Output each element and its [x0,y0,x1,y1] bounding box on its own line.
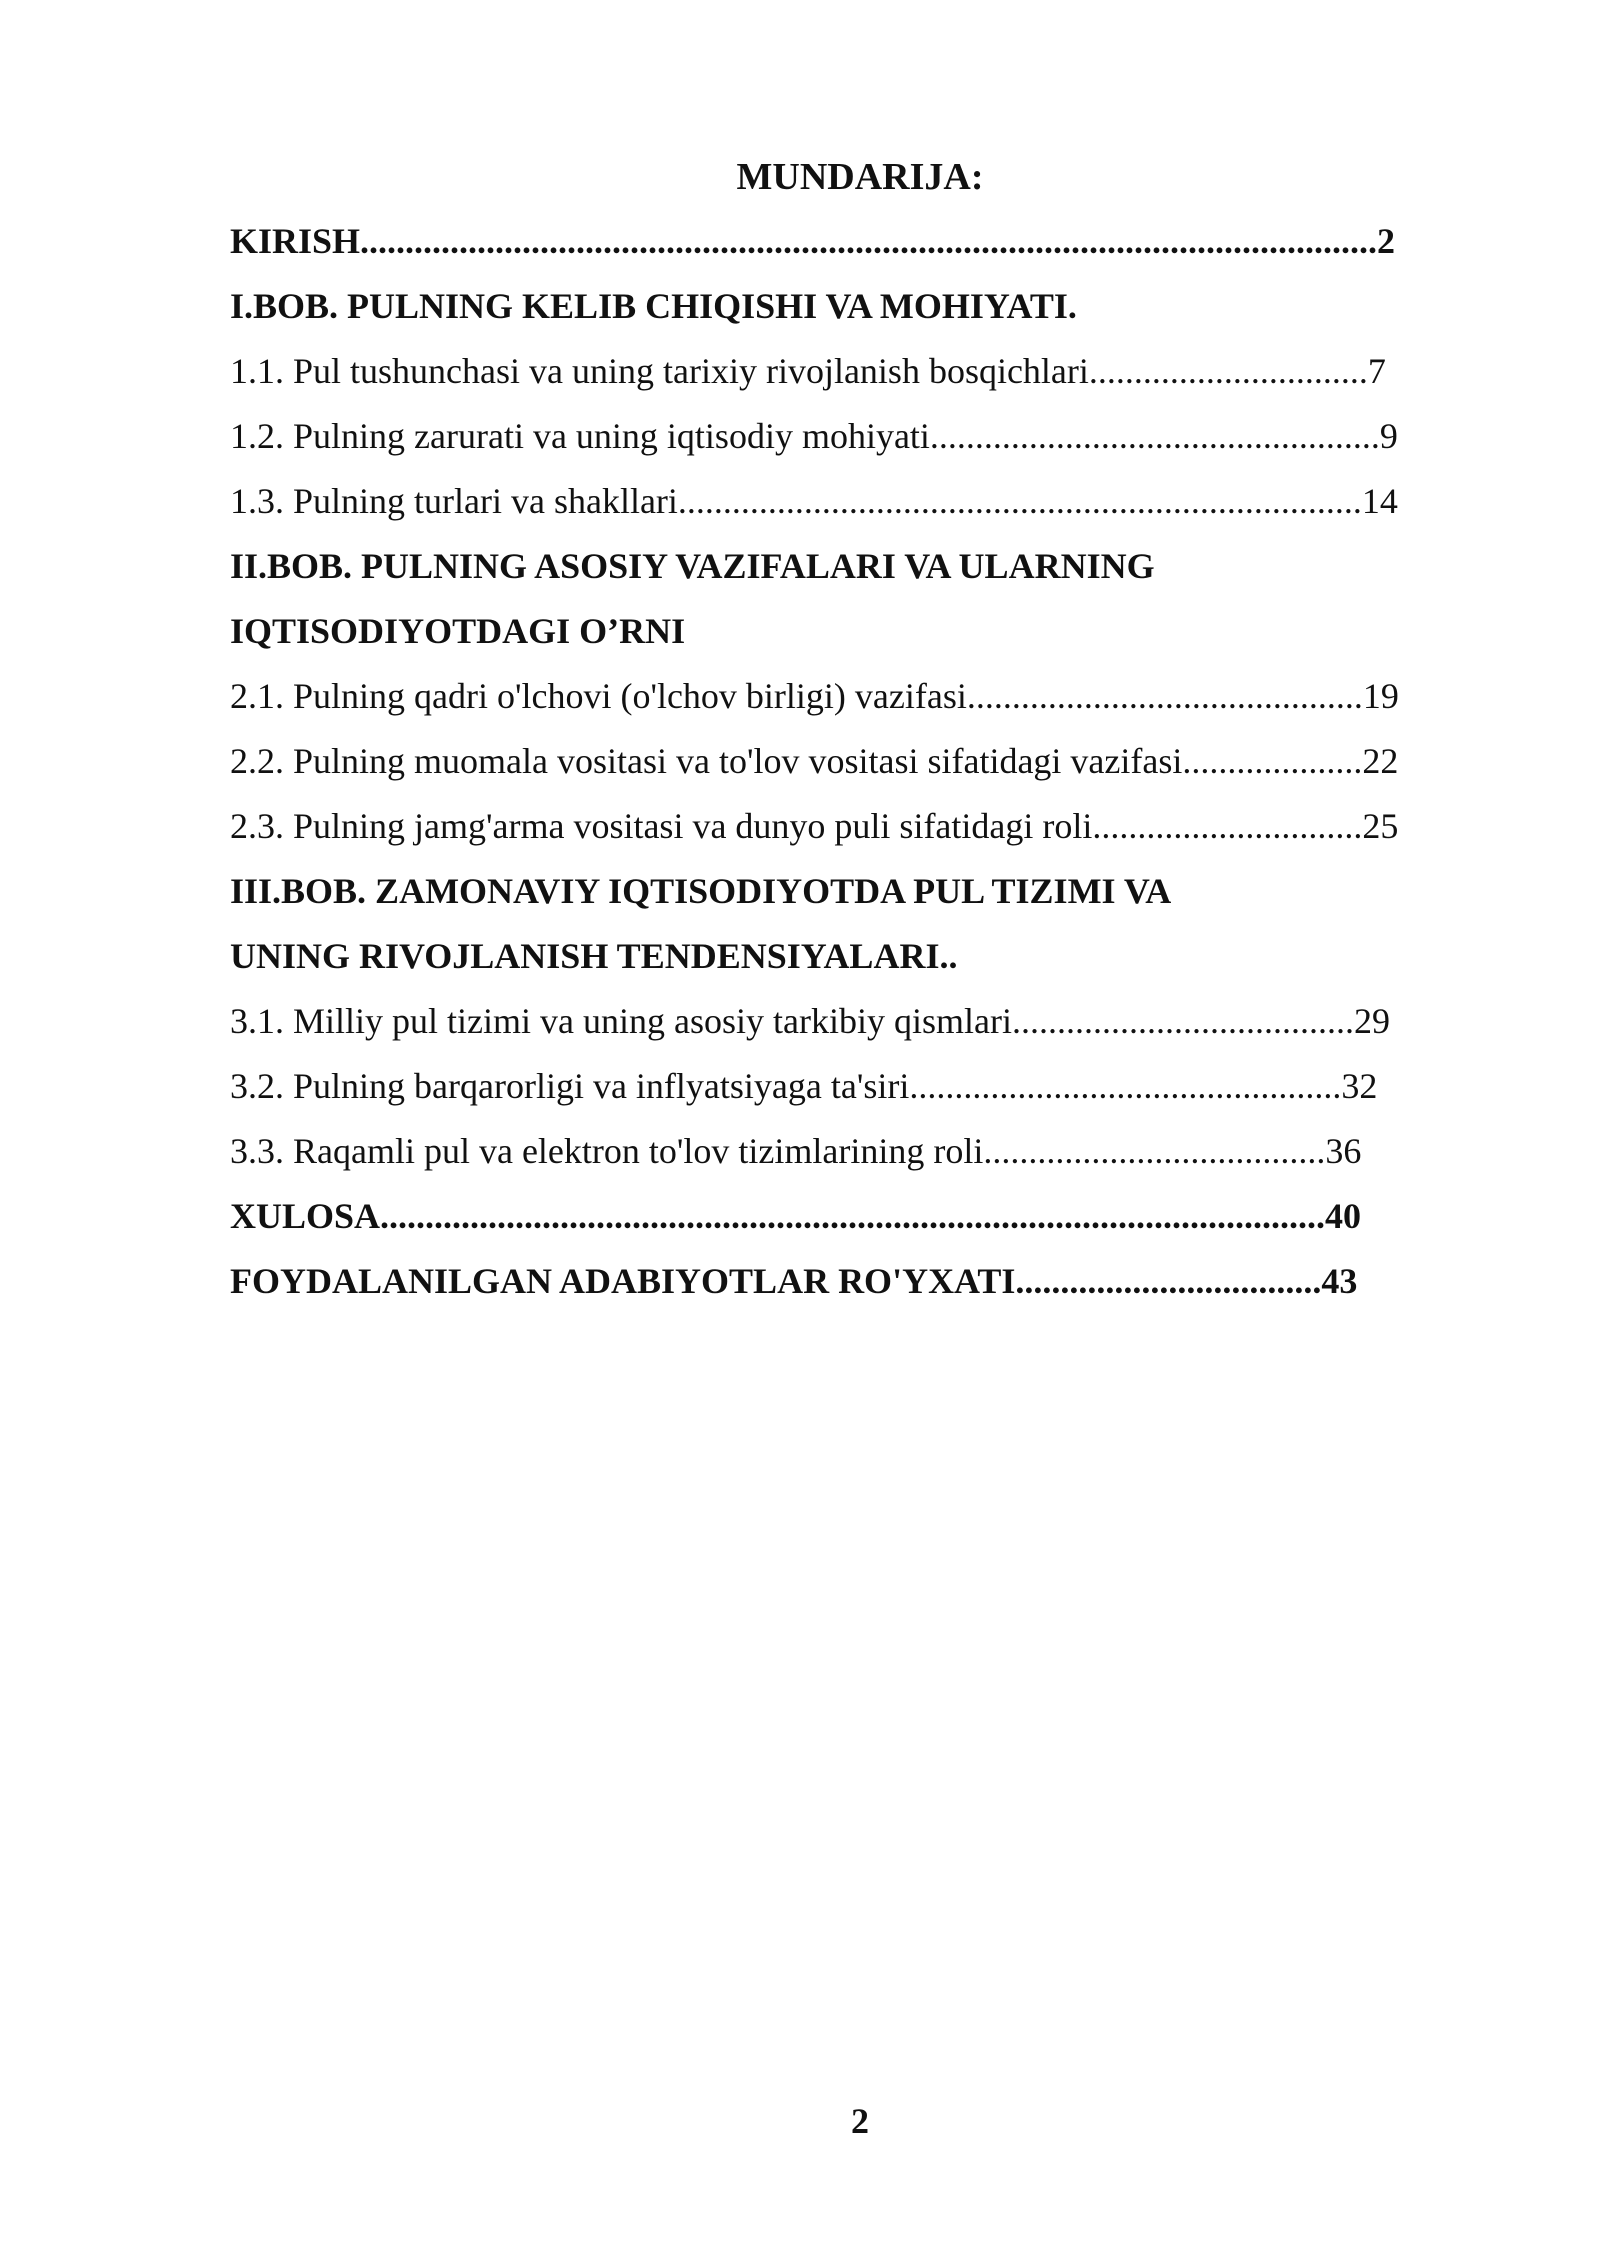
toc-heading: MUNDARIJA: [736,156,984,198]
page-number: 2 [851,2101,869,2141]
table-of-contents [230,216,1480,1321]
toc-entry: 3.2. Pulning barqarorligi va inflyatsiyaga ta'siri................................................32 [230,1066,1378,1106]
toc-entry: XULOSA.........................................................................................................40 [230,1196,1362,1236]
toc-entry: FOYDALANILGAN ADABIYOTLAR RO'YXATI..................................43 [230,1261,1358,1301]
toc-entry: 2.2. Pulning muomala vositasi va to'lov vositasi sifatidagi vazifasi....................22 [230,741,1399,781]
toc-entry: 1.1. Pul tushunchasi va uning tarixiy rivojlanish bosqichlari...............................7 [230,351,1386,391]
toc-entry: 2.1. Pulning qadri o'lchovi (o'lchov birligi) vazifasi............................................19 [230,676,1399,716]
toc-entry: 3.1. Milliy pul tizimi va uning asosiy tarkibiy qismlari......................................29 [230,1001,1390,1041]
toc-entry: UNING RIVOJLANISH TENDENSIYALARI.. [230,936,958,976]
toc-entry: 1.3. Pulning turlari va shakllari............................................................................14 [230,481,1398,521]
toc-entry: IQTISODIYOTDAGI O’RNI [230,611,686,651]
toc-entry: KIRISH.................................................................................................................2 [230,221,1396,261]
toc-entry: I.BOB. PULNING KELIB CHIQISHI VA MOHIYATI. [230,286,1077,326]
toc-entry: II.BOB. PULNING ASOSIY VAZIFALARI VA ULARNING [230,546,1155,586]
toc-entry: 3.3. Raqamli pul va elektron to'lov tizimlarining roli......................................36 [230,1131,1362,1171]
toc-entry: 1.2. Pulning zarurati va uning iqtisodiy mohiyati..................................................9 [230,416,1398,456]
toc-entry: 2.3. Pulning jamg'arma vositasi va dunyo puli sifatidagi roli..............................25 [230,806,1399,846]
toc-entry: III.BOB. ZAMONAVIY IQTISODIYOTDA PUL TIZIMI VA [230,871,1172,911]
